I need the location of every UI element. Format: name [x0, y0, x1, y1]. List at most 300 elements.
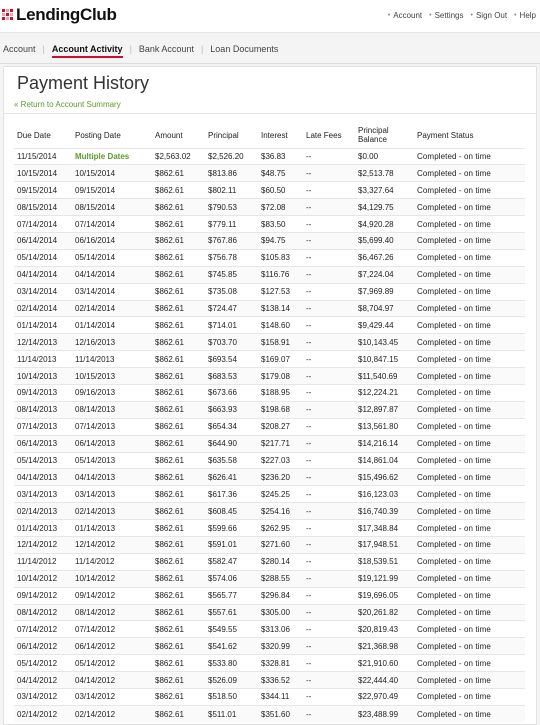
tab-separator: |	[200, 44, 204, 54]
amount-cell: $862.61	[152, 300, 205, 317]
posting-date-cell: 04/14/2014	[72, 266, 152, 283]
table-row	[14, 655, 525, 672]
interest-cell: $296.84	[258, 587, 303, 604]
table-row	[14, 553, 525, 570]
amount-cell: $862.61	[152, 249, 205, 266]
interest-cell: $94.75	[258, 232, 303, 249]
table-row	[14, 283, 525, 300]
interest-cell: $127.53	[258, 283, 303, 300]
principal-cell: $654.34	[205, 418, 258, 435]
table-row	[14, 351, 525, 368]
due-date-cell: 03/14/2013	[14, 486, 72, 503]
posting-date-cell: 07/14/2013	[72, 418, 152, 435]
principal-cell: $673.66	[205, 384, 258, 401]
amount-cell: $862.61	[152, 638, 205, 655]
principal-cell: $714.01	[205, 317, 258, 334]
due-date-cell: 01/14/2014	[14, 317, 72, 334]
due-date-cell: 06/14/2013	[14, 435, 72, 452]
table-row	[14, 300, 525, 317]
table-row	[14, 384, 525, 401]
posting-date-cell: 06/16/2014	[72, 232, 152, 249]
payment-status-cell: Completed - on time	[414, 165, 525, 182]
principal-cell: $767.86	[205, 232, 258, 249]
payment-status-cell: Completed - on time	[414, 232, 525, 249]
late-fees-cell: --	[303, 334, 355, 351]
principal-balance-cell: $19,121.99	[355, 570, 414, 587]
interest-cell: $60.50	[258, 182, 303, 199]
payment-status-cell: Completed - on time	[414, 672, 525, 689]
late-fees-cell: --	[303, 148, 355, 165]
late-fees-cell: --	[303, 199, 355, 216]
amount-cell: $862.61	[152, 604, 205, 621]
posting-date-cell: 10/14/2012	[72, 570, 152, 587]
amount-cell: $862.61	[152, 334, 205, 351]
col-header-principal-balance[interactable]: Principal Balance	[358, 126, 389, 145]
amount-cell: $862.61	[152, 536, 205, 553]
table-row	[14, 148, 525, 165]
late-fees-cell: --	[303, 655, 355, 672]
late-fees-cell: --	[303, 384, 355, 401]
principal-balance-cell: $12,224.21	[355, 384, 414, 401]
late-fees-cell: --	[303, 232, 355, 249]
amount-cell: $862.61	[152, 418, 205, 435]
late-fees-cell: --	[303, 216, 355, 233]
principal-cell: $756.78	[205, 249, 258, 266]
interest-cell: $320.99	[258, 638, 303, 655]
page-title: Payment History	[17, 73, 150, 93]
late-fees-cell: --	[303, 182, 355, 199]
col-header-amount[interactable]: Amount	[155, 130, 183, 140]
interest-cell: $148.60	[258, 317, 303, 334]
payment-status-cell: Completed - on time	[414, 553, 525, 570]
principal-cell: $591.01	[205, 536, 258, 553]
divider	[4, 113, 536, 114]
late-fees-cell: --	[303, 249, 355, 266]
late-fees-cell: --	[303, 520, 355, 537]
interest-cell: $116.76	[258, 266, 303, 283]
top-link-help[interactable]: • Help	[514, 11, 536, 20]
table-row	[14, 266, 525, 283]
posting-date-cell: 08/14/2013	[72, 401, 152, 418]
interest-cell: $72.08	[258, 199, 303, 216]
due-date-cell: 07/14/2014	[14, 216, 72, 233]
late-fees-cell: --	[303, 435, 355, 452]
bullet-icon: •	[429, 12, 432, 19]
due-date-cell: 08/15/2014	[14, 199, 72, 216]
late-fees-cell: --	[303, 689, 355, 706]
principal-cell: $735.08	[205, 283, 258, 300]
posting-date-cell: 12/14/2012	[72, 536, 152, 553]
late-fees-cell: --	[303, 570, 355, 587]
interest-cell: $217.71	[258, 435, 303, 452]
posting-date-cell: 07/14/2012	[72, 621, 152, 638]
late-fees-cell: --	[303, 418, 355, 435]
due-date-cell: 02/14/2013	[14, 503, 72, 520]
principal-balance-cell: $5,699.40	[355, 232, 414, 249]
principal-balance-cell: $21,910.60	[355, 655, 414, 672]
interest-cell: $179.08	[258, 368, 303, 385]
table-row	[14, 249, 525, 266]
interest-cell: $336.52	[258, 672, 303, 689]
logo-grid-icon	[2, 9, 14, 22]
principal-cell: $541.62	[205, 638, 258, 655]
amount-cell: $862.61	[152, 266, 205, 283]
due-date-cell: 10/14/2012	[14, 570, 72, 587]
due-date-cell: 02/14/2014	[14, 300, 72, 317]
table-body	[14, 148, 525, 722]
tab-account-activity[interactable]: Account Activity	[49, 44, 126, 54]
principal-cell: $557.61	[205, 604, 258, 621]
payment-status-cell: Completed - on time	[414, 435, 525, 452]
interest-cell: $262.95	[258, 520, 303, 537]
interest-cell: $48.75	[258, 165, 303, 182]
late-fees-cell: --	[303, 283, 355, 300]
return-to-account-summary-link[interactable]: « Return to Account Summary	[14, 100, 121, 109]
principal-cell: $693.54	[205, 351, 258, 368]
posting-date-cell: 10/15/2013	[72, 368, 152, 385]
posting-date-cell: 03/14/2013	[72, 486, 152, 503]
interest-cell: $305.00	[258, 604, 303, 621]
payment-status-cell: Completed - on time	[414, 249, 525, 266]
due-date-cell: 05/14/2014	[14, 249, 72, 266]
principal-balance-cell: $8,704.97	[355, 300, 414, 317]
interest-cell: $208.27	[258, 418, 303, 435]
amount-cell: $862.61	[152, 655, 205, 672]
due-date-cell: 04/14/2012	[14, 672, 72, 689]
payment-status-cell: Completed - on time	[414, 368, 525, 385]
payment-status-cell: Completed - on time	[414, 452, 525, 469]
late-fees-cell: --	[303, 672, 355, 689]
principal-balance-cell: $23,488.99	[355, 705, 414, 722]
content-panel	[3, 66, 537, 725]
principal-cell: $574.06	[205, 570, 258, 587]
interest-cell: $245.25	[258, 486, 303, 503]
table-row	[14, 182, 525, 199]
tab-separator: |	[129, 44, 132, 54]
payment-status-cell: Completed - on time	[414, 300, 525, 317]
due-date-cell: 04/14/2013	[14, 469, 72, 486]
principal-balance-cell: $20,261.82	[355, 604, 414, 621]
table-row	[14, 570, 525, 587]
due-date-cell: 05/14/2013	[14, 452, 72, 469]
table-row	[14, 705, 525, 722]
table-row	[14, 672, 525, 689]
principal-balance-cell: $7,969.89	[355, 283, 414, 300]
interest-cell: $271.60	[258, 536, 303, 553]
late-fees-cell: --	[303, 401, 355, 418]
posting-date-cell: 08/14/2012	[72, 604, 152, 621]
late-fees-cell: --	[303, 368, 355, 385]
lendingclub-logo[interactable]	[2, 5, 117, 25]
principal-cell: $549.55	[205, 621, 258, 638]
principal-balance-cell: $9,429.44	[355, 317, 414, 334]
tab-bank-account[interactable]: Bank Account	[138, 44, 194, 54]
principal-cell: $813.86	[205, 165, 258, 182]
late-fees-cell: --	[303, 165, 355, 182]
principal-balance-cell: $11,540.69	[355, 368, 414, 385]
table-row	[14, 317, 525, 334]
principal-cell: $683.53	[205, 368, 258, 385]
amount-cell: $862.61	[152, 570, 205, 587]
bullet-icon: •	[514, 12, 517, 19]
col-header-late-fees[interactable]: Late Fees	[306, 130, 342, 140]
principal-cell: $617.36	[205, 486, 258, 503]
top-bar	[0, 0, 540, 32]
due-date-cell: 02/14/2012	[14, 705, 72, 722]
table-row	[14, 165, 525, 182]
posting-date-cell: 02/14/2013	[72, 503, 152, 520]
posting-date-cell: 09/16/2013	[72, 384, 152, 401]
payment-status-cell: Completed - on time	[414, 401, 525, 418]
interest-cell: $138.14	[258, 300, 303, 317]
principal-cell: $599.66	[205, 520, 258, 537]
posting-date-cell: 02/14/2014	[72, 300, 152, 317]
principal-cell: $745.85	[205, 266, 258, 283]
posting-date-cell: 11/14/2013	[72, 351, 152, 368]
principal-cell: $565.77	[205, 587, 258, 604]
posting-date-cell[interactable]: Multiple Dates	[72, 148, 152, 165]
due-date-cell: 10/14/2013	[14, 368, 72, 385]
due-date-cell: 06/14/2012	[14, 638, 72, 655]
posting-date-cell: 11/14/2012	[72, 553, 152, 570]
payment-status-cell: Completed - on time	[414, 317, 525, 334]
due-date-cell: 07/14/2012	[14, 621, 72, 638]
col-header-interest[interactable]: Interest	[261, 130, 288, 140]
interest-cell: $280.14	[258, 553, 303, 570]
top-links	[388, 11, 536, 20]
payment-status-cell: Completed - on time	[414, 655, 525, 672]
principal-balance-cell: $10,847.15	[355, 351, 414, 368]
principal-balance-cell: $16,123.03	[355, 486, 414, 503]
payment-status-cell: Completed - on time	[414, 486, 525, 503]
due-date-cell: 09/14/2012	[14, 587, 72, 604]
interest-cell: $158.91	[258, 334, 303, 351]
payment-status-cell: Completed - on time	[414, 587, 525, 604]
principal-cell: $644.90	[205, 435, 258, 452]
amount-cell: $862.61	[152, 317, 205, 334]
amount-cell: $862.61	[152, 232, 205, 249]
bullet-icon: •	[387, 12, 391, 19]
due-date-cell: 05/14/2012	[14, 655, 72, 672]
payment-status-cell: Completed - on time	[414, 604, 525, 621]
principal-balance-cell: $14,861.04	[355, 452, 414, 469]
top-link-settings[interactable]: • Settings	[429, 11, 464, 20]
principal-balance-cell: $4,920.28	[355, 216, 414, 233]
amount-cell: $862.61	[152, 520, 205, 537]
principal-cell: $582.47	[205, 553, 258, 570]
late-fees-cell: --	[303, 621, 355, 638]
table-row	[14, 621, 525, 638]
late-fees-cell: --	[303, 351, 355, 368]
interest-cell: $328.81	[258, 655, 303, 672]
posting-date-cell: 09/14/2012	[72, 587, 152, 604]
principal-balance-cell: $16,740.39	[355, 503, 414, 520]
interest-cell: $254.16	[258, 503, 303, 520]
amount-cell: $862.61	[152, 452, 205, 469]
principal-balance-cell: $7,224.04	[355, 266, 414, 283]
payment-status-cell: Completed - on time	[414, 266, 525, 283]
principal-balance-cell: $15,496.62	[355, 469, 414, 486]
payment-status-cell: Completed - on time	[414, 334, 525, 351]
amount-cell: $862.61	[152, 182, 205, 199]
posting-date-cell: 10/15/2014	[72, 165, 152, 182]
interest-cell: $344.11	[258, 689, 303, 706]
payment-status-cell: Completed - on time	[414, 199, 525, 216]
principal-balance-cell: $6,467.26	[355, 249, 414, 266]
col-header-posting-date[interactable]: Posting Date	[75, 130, 121, 140]
amount-cell: $862.61	[152, 435, 205, 452]
interest-cell: $288.55	[258, 570, 303, 587]
posting-date-cell: 08/15/2014	[72, 199, 152, 216]
principal-cell: $703.70	[205, 334, 258, 351]
posting-date-cell: 12/16/2013	[72, 334, 152, 351]
table-row	[14, 689, 525, 706]
principal-cell: $635.58	[205, 452, 258, 469]
col-header-due-date[interactable]: Due Date	[17, 130, 51, 140]
principal-balance-cell: $18,539.51	[355, 553, 414, 570]
principal-balance-cell: $22,970.49	[355, 689, 414, 706]
payment-status-cell: Completed - on time	[414, 469, 525, 486]
payment-status-cell: Completed - on time	[414, 148, 525, 165]
table-row	[14, 368, 525, 385]
payment-status-cell: Completed - on time	[414, 638, 525, 655]
late-fees-cell: --	[303, 536, 355, 553]
brand-name: LendingClub	[16, 5, 117, 24]
due-date-cell: 12/14/2013	[14, 334, 72, 351]
table-row	[14, 334, 525, 351]
principal-balance-cell: $20,819.43	[355, 621, 414, 638]
table-row	[14, 469, 525, 486]
due-date-cell: 12/14/2012	[14, 536, 72, 553]
table-row	[14, 486, 525, 503]
payment-status-cell: Completed - on time	[414, 384, 525, 401]
interest-cell: $198.68	[258, 401, 303, 418]
amount-cell: $862.61	[152, 553, 205, 570]
posting-date-cell: 04/14/2013	[72, 469, 152, 486]
col-header-principal[interactable]: Principal	[208, 130, 239, 140]
principal-balance-cell: $17,348.84	[355, 520, 414, 537]
payment-status-cell: Completed - on time	[414, 418, 525, 435]
amount-cell: $862.61	[152, 384, 205, 401]
posting-date-cell: 05/14/2014	[72, 249, 152, 266]
amount-cell: $862.61	[152, 705, 205, 722]
table-row	[14, 503, 525, 520]
table-row	[14, 536, 525, 553]
late-fees-cell: --	[303, 486, 355, 503]
late-fees-cell: --	[303, 638, 355, 655]
interest-cell: $36.83	[258, 148, 303, 165]
due-date-cell: 11/14/2012	[14, 553, 72, 570]
interest-cell: $105.83	[258, 249, 303, 266]
principal-balance-cell: $10,143.45	[355, 334, 414, 351]
table-row	[14, 401, 525, 418]
table-row	[14, 587, 525, 604]
amount-cell: $862.61	[152, 621, 205, 638]
interest-cell: $236.20	[258, 469, 303, 486]
table-row	[14, 638, 525, 655]
amount-cell: $862.61	[152, 368, 205, 385]
payment-status-cell: Completed - on time	[414, 689, 525, 706]
due-date-cell: 11/15/2014	[14, 148, 72, 165]
principal-cell: $724.47	[205, 300, 258, 317]
table-row	[14, 199, 525, 216]
table-row	[14, 604, 525, 621]
principal-balance-cell: $2,513.78	[355, 165, 414, 182]
posting-date-cell: 07/14/2014	[72, 216, 152, 233]
table-row	[14, 216, 525, 233]
principal-cell: $526.09	[205, 672, 258, 689]
col-header-payment-status[interactable]: Payment Status	[417, 130, 474, 140]
tab-account[interactable]: Account	[3, 44, 36, 54]
table-row	[14, 232, 525, 249]
late-fees-cell: --	[303, 317, 355, 334]
principal-balance-cell: $4,129.75	[355, 199, 414, 216]
posting-date-cell: 09/15/2014	[72, 182, 152, 199]
tab-loan-documents[interactable]: Loan Documents	[210, 44, 279, 54]
principal-cell: $533.80	[205, 655, 258, 672]
late-fees-cell: --	[303, 469, 355, 486]
principal-balance-cell: $19,696.05	[355, 587, 414, 604]
late-fees-cell: --	[303, 553, 355, 570]
due-date-cell: 08/14/2012	[14, 604, 72, 621]
late-fees-cell: --	[303, 300, 355, 317]
principal-cell: $626.41	[205, 469, 258, 486]
principal-cell: $790.53	[205, 199, 258, 216]
due-date-cell: 10/15/2014	[14, 165, 72, 182]
late-fees-cell: --	[303, 604, 355, 621]
top-link-account[interactable]: • Account	[387, 11, 423, 20]
amount-cell: $862.61	[152, 216, 205, 233]
principal-cell: $802.11	[205, 182, 258, 199]
late-fees-cell: --	[303, 587, 355, 604]
late-fees-cell: --	[303, 266, 355, 283]
due-date-cell: 03/14/2014	[14, 283, 72, 300]
amount-cell: $862.61	[152, 587, 205, 604]
bullet-icon: •	[470, 12, 473, 19]
amount-cell: $862.61	[152, 469, 205, 486]
amount-cell: $862.61	[152, 351, 205, 368]
principal-balance-cell: $17,948.51	[355, 536, 414, 553]
late-fees-cell: --	[303, 452, 355, 469]
top-link-sign-out[interactable]: • Sign Out	[470, 11, 508, 20]
posting-date-cell: 05/14/2012	[72, 655, 152, 672]
due-date-cell: 04/14/2014	[14, 266, 72, 283]
amount-cell: $862.61	[152, 165, 205, 182]
payment-history-table	[14, 123, 525, 722]
payment-status-cell: Completed - on time	[414, 705, 525, 722]
amount-cell: $862.61	[152, 401, 205, 418]
posting-date-cell: 06/14/2012	[72, 638, 152, 655]
payment-status-cell: Completed - on time	[414, 503, 525, 520]
interest-cell: $83.50	[258, 216, 303, 233]
due-date-cell: 09/15/2014	[14, 182, 72, 199]
interest-cell: $351.60	[258, 705, 303, 722]
principal-balance-cell: $13,561.80	[355, 418, 414, 435]
posting-date-cell: 03/14/2014	[72, 283, 152, 300]
principal-cell: $779.11	[205, 216, 258, 233]
principal-balance-cell: $14,216.14	[355, 435, 414, 452]
payment-status-cell: Completed - on time	[414, 570, 525, 587]
posting-date-cell: 03/14/2012	[72, 689, 152, 706]
principal-balance-cell: $0.00	[355, 148, 414, 165]
principal-balance-cell: $21,368.98	[355, 638, 414, 655]
table-row	[14, 520, 525, 537]
late-fees-cell: --	[303, 503, 355, 520]
posting-date-cell: 01/14/2014	[72, 317, 152, 334]
payment-status-cell: Completed - on time	[414, 216, 525, 233]
interest-cell: $169.07	[258, 351, 303, 368]
principal-cell: $518.50	[205, 689, 258, 706]
